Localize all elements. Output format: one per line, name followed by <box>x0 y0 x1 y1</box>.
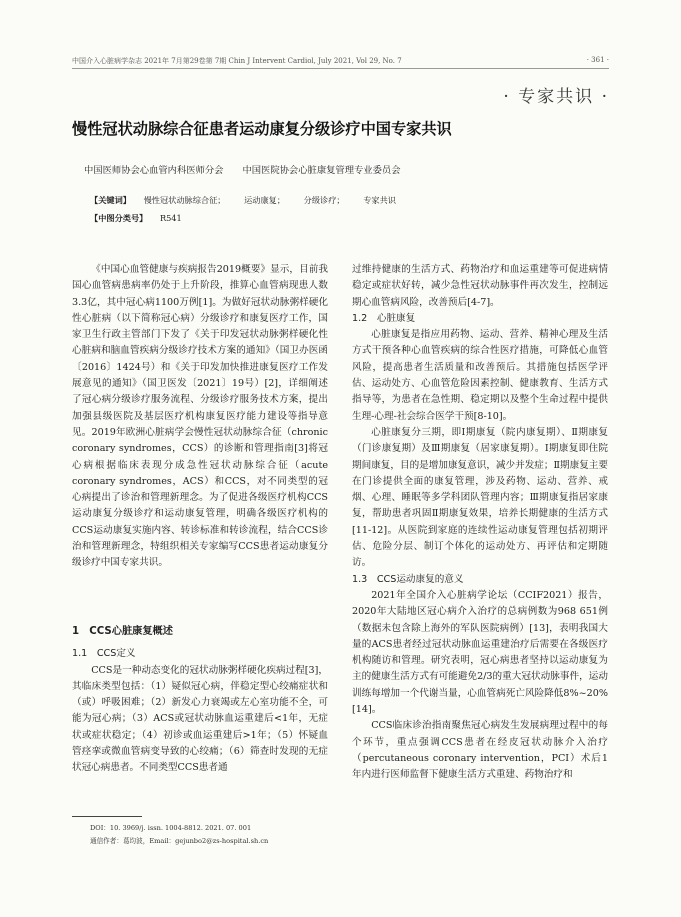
classification-code: R541 <box>159 213 182 223</box>
section-heading: 1 CCS心脏康复概述 <box>72 626 173 637</box>
subsection-heading: 1.2 心脏康复 <box>352 312 416 324</box>
footnote <box>90 822 268 848</box>
keyword: 分级诊疗； <box>303 195 345 205</box>
subsection-heading: 1.3 CCS运动康复的意义 <box>352 573 464 585</box>
body-paragraph: 2021年全国介入心脏病学论坛（CCIF2021）报告，2020年大陆地区冠心病介入治疗的总病例数为968 651例（数据未包含除上海外的军队医院病例）[13]，表明我国大量的ACS患者经过冠状动脉血运重建治疗后需要在各级医疗机构随访和管理。研究表明，冠心病患者坚持以运动康复为主的健康生活方式有可能避免2/3的重大冠状动脉事件，运动训练每增加一个代谢当量，心血管病死亡风险降低8%~20%[14]。 <box>352 589 608 716</box>
classification <box>90 213 182 224</box>
body-paragraph: CCS是一种动态变化的冠状动脉粥样硬化疾病过程[3]，其临床类型包括：（1）疑似冠心病，伴稳定型心绞痛症状和（或）呼吸困难；（2）新发心力衰竭或左心室功能不全，可能为冠心病；（3）ACS或冠状动脉血运重建后<1年，无症状或症状稳定；（4）初诊或血运重建后>1年；（5）怀疑血管痉挛或微血管病变导致的心绞痛；（6）筛查时发现的无症状冠心病患者。不同类型CCS患者通 <box>72 664 328 774</box>
author-org: 中国医师协会心血管内科医师分会 <box>84 165 224 176</box>
doi: DOI：10. 3969/j. issn. 1004-8812. 2021. 07. 001 <box>90 824 252 832</box>
author-list <box>84 162 417 176</box>
body-paragraph: CCS临床诊治指南聚焦冠心病发生发展病理过程中的每个环节，重点强调CCS患者在经皮冠状动脉介入治疗（percutaneous coronary intervention，PCI）术后1年内进行医师监督下健康生活方式重建、药物治疗和 <box>352 720 608 781</box>
subsection-heading: 1.1 CCS定义 <box>72 648 136 660</box>
body-paragraph: 心脏康复分三期，即Ⅰ期康复（院内康复期）、Ⅱ期康复（门诊康复期）及Ⅲ期康复（居家康复期）。Ⅰ期康复即住院期间康复，目的是增加康复意识，减少并发症；Ⅱ期康复主要在门诊提供全面的康复管理，涉及药物、运动、营养、戒烟、心理、睡眠等多学科团队管理内容；Ⅲ期康复指居家康复，帮助患者巩固Ⅱ期康复效果，培养长期健康的生活方式[11-12]。从医院到家庭的连续性运动康复管理包括初期评估、危险分层、制订个体化的运动处方、再评估和定期随访。 <box>352 426 608 569</box>
keywords-label: 【关键词】 <box>90 195 131 205</box>
keyword: 慢性冠状动脉综合征； <box>143 195 226 205</box>
body-paragraph: 心脏康复是指应用药物、运动、营养、精神心理及生活方式干预各种心血管疾病的综合性医疗措施，可降低心血管风险，提高患者生活质量和改善预后。其措施包括医学评估、运动处方、心血管危险因素控制、健康教育、生活方式指导等，为患者在急性期、稳定期以及整个生命过程中提供生理-心理-社会综合医学干预[8-10]。 <box>352 329 608 422</box>
keyword: 专家共识 <box>363 195 396 205</box>
corresponding-author: 通信作者：葛均波，Email：gejunbo2@zs-hospital.sh.cn <box>90 837 269 845</box>
section-1 <box>72 624 328 777</box>
right-column <box>352 262 608 784</box>
intro-paragraph: 《中国心血管健康与疾病报告2019概要》显示，目前我国心血管病患病率仍处于上升阶段，推算心血管病现患人数3.3亿，其中冠心病1100万例[1]。为做好冠状动脉粥样硬化性心脏病（以下简称冠心病）分级诊疗和康复医疗工作，国家卫生行政主管部门下发了《关于印发冠状动脉粥样硬化性心脏病和脑血管疾病分级诊疗技术方案的通知》（国卫办医函〔2016〕1424号）和《关于印发加快推进康复医疗工作发展意见的通知》（国卫医发〔2021〕19号）[2]，详细阐述了冠心病分级诊疗服务流程、分级诊疗服务技术方案，提出加强县级医院及基层医疗机构康复医疗能力建设等指导意见。2019年欧洲心脏病学会慢性冠状动脉综合征（chronic coronary syndromes，CCS）的诊断和管理指南[3]将冠心病根据临床表现分成急性冠状动脉综合征（acute coronary syndromes，ACS）和CCS，对不同类型的冠心病提出了诊治和管理新理念。为了促进各级医疗机构CCS运动康复分级诊疗和运动康复管理，明确各级医疗机构的CCS运动康复实施内容、转诊标准和转诊流程，结合CCS诊治和管理新理念，特组织相关专家编写CCS患者运动康复分级诊疗中国专家共识。 <box>72 264 328 569</box>
journal-citation: 中国介入心脏病学杂志 2021年 7月第29卷第 7期 Chin J Intervent Cardiol, July 2021, Vol 29, No. 7 <box>72 57 402 65</box>
keyword: 运动康复； <box>244 195 286 205</box>
classification-label: 【中图分类号】 <box>90 213 148 223</box>
footnote-rule <box>72 816 142 817</box>
article-title: 慢性冠状动脉综合征患者运动康复分级诊疗中国专家共识 <box>72 120 452 138</box>
keywords <box>90 195 412 206</box>
header-rule <box>72 68 609 69</box>
page-number: · 361 · <box>586 56 609 64</box>
left-column <box>72 262 328 572</box>
author-org: 中国医院协会心脏康复管理专业委员会 <box>242 165 401 176</box>
column-tag: · 专家共识 · <box>503 87 609 107</box>
running-header <box>72 56 609 66</box>
body-paragraph: 过维持健康的生活方式、药物治疗和血运重建等可促进病情稳定或症状好转，减少急性冠状动脉事件再次发生，控制远期心血管病风险，改善预后[4-7]。 <box>352 264 608 308</box>
